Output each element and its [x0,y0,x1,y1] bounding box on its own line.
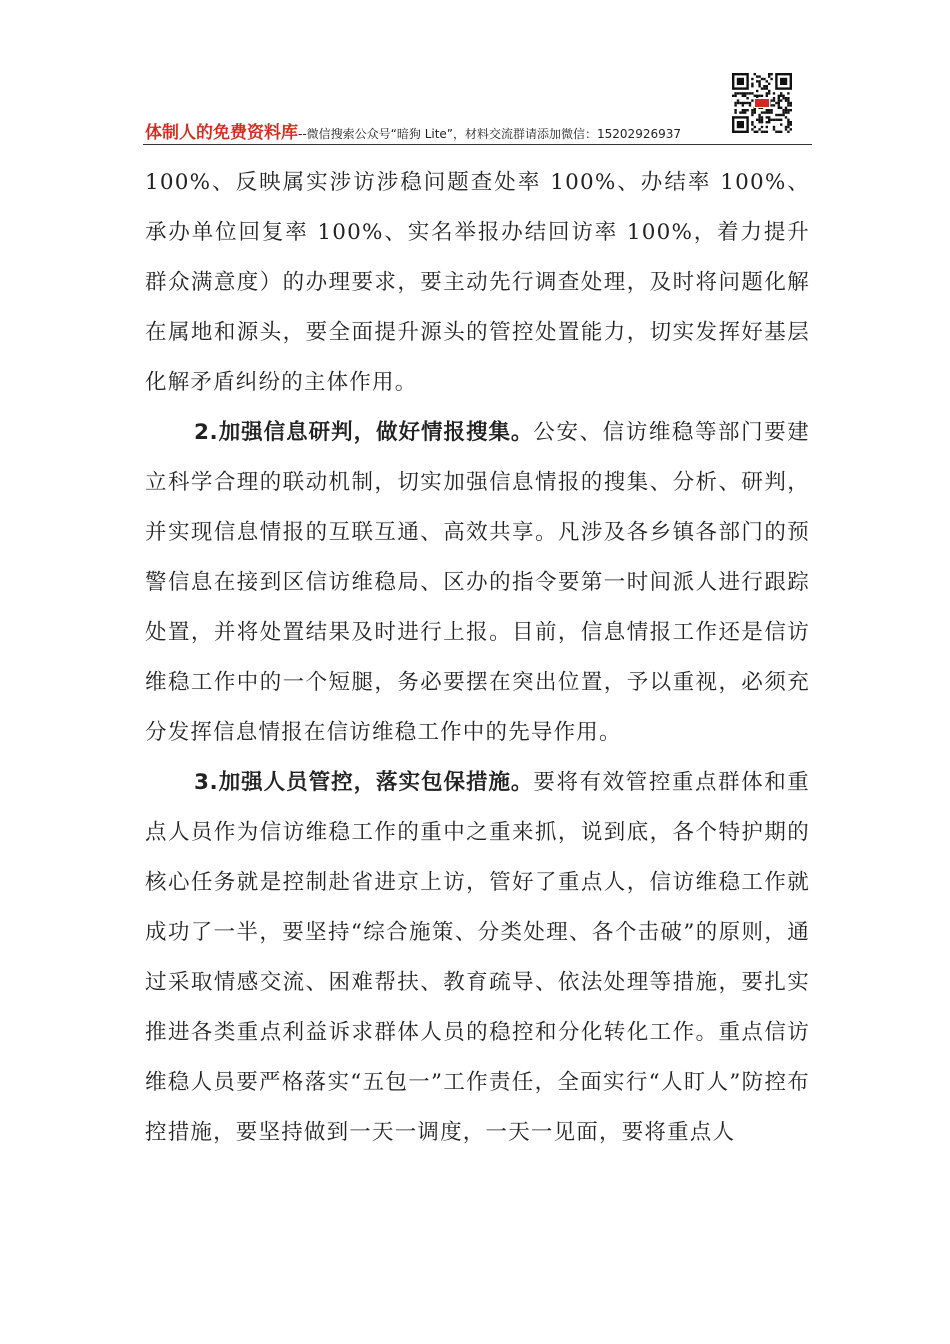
qr-code-icon [732,73,792,133]
paragraph-2-heading: 2.加强信息研判，做好情报搜集。 [194,420,534,445]
header-brand: 体制人的免费资料库 [145,123,298,143]
header-tagline: --微信搜索公众号“暗狗 Lite”，材料交流群请添加微信：15202926937 [298,127,681,141]
paragraph-1-text: 100%、反映属实涉访涉稳问题查处率 100%、办结率 100%、承办单位回复率 100%、实名举报办结回访率 100%，着力提升群众满意度）的办理要求，要主动先行调查处理，及时将问题化解在属地和源头，要全面提升源头的管控处置能力，切实发挥好基层化解矛盾纠纷的主体作用。 [145,170,810,395]
header-divider [143,144,812,145]
paragraph-2-text: 公安、信访维稳等部门要建立科学合理的联动机制，切实加强信息情报的搜集、分析、研判，并实现信息情报的互联互通、高效共享。凡涉及各乡镇各部门的预警信息在接到区信访维稳局、区办的指令要第一时间派人进行跟踪处置，并将处置结果及时进行上报。目前，信息情报工作还是信访维稳工作中的一个短腿，务必要摆在突出位置，予以重视，必须充分发挥信息情报在信访维稳工作中的先导作用。 [145,420,810,745]
document-body [145,158,810,1158]
page-header [145,118,811,146]
paragraph-3 [145,758,810,1158]
paragraph-3-heading: 3.加强人员管控，落实包保措施。 [194,770,534,795]
paragraph-1 [145,158,810,408]
qr-code-graphic [732,73,792,133]
paragraph-2 [145,408,810,758]
paragraph-3-text: 要将有效管控重点群体和重点人员作为信访维稳工作的重中之重来抓，说到底，各个特护期的核心任务就是控制赴省进京上访，管好了重点人，信访维稳工作就成功了一半，要坚持“综合施策、分类处理、各个击破”的原则，通过采取情感交流、困难帮扶、教育疏导、依法处理等措施，要扎实推进各类重点利益诉求群体人员的稳控和分化转化工作。重点信访维稳人员要严格落实“五包一”工作责任，全面实行“人盯人”防控布控措施，要坚持做到一天一调度，一天一见面，要将重点人 [145,770,810,1145]
